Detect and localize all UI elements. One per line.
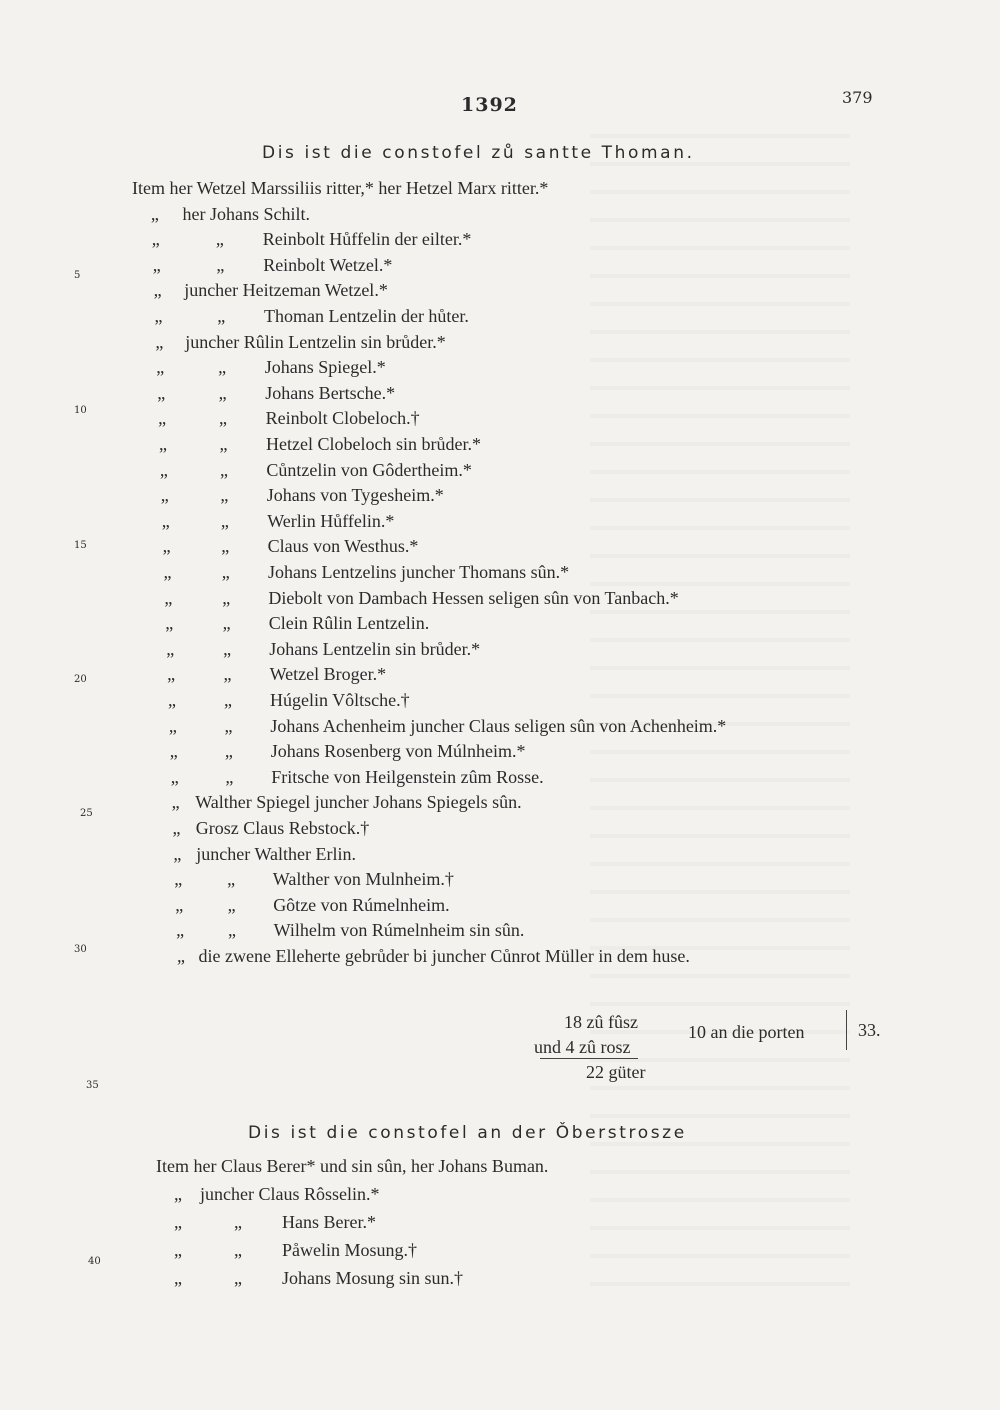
ditto-mark: „ xyxy=(166,638,175,659)
entry-text: her Johans Schilt. xyxy=(182,203,311,224)
sum-horse: und 4 zû rosz xyxy=(534,1037,631,1057)
ditto-mark: „ xyxy=(158,408,167,429)
ditto-mark: „ xyxy=(219,408,228,429)
entry-text: Cůntzelin von Gôdertheim.* xyxy=(266,459,472,480)
entry-text: Hetzel Clobeloch sin brůder.* xyxy=(266,434,481,454)
ditto-mark: „ xyxy=(217,306,226,326)
ditto-mark: „ xyxy=(173,843,182,864)
entry-text: Reinbolt Hůffelin der eilter.* xyxy=(262,229,472,250)
page-year: 1392 xyxy=(461,94,518,116)
ditto-mark: „ xyxy=(150,203,159,224)
ditto-mark: „ xyxy=(218,382,227,403)
sum-total: 22 güter xyxy=(586,1062,646,1082)
ditto-mark: „ xyxy=(154,306,163,326)
entry-text: Wilhelm von Rúmelnheim sin sûn. xyxy=(273,920,525,941)
ditto-mark: „ xyxy=(172,818,181,838)
entry-text: juncher Rûlin Lentzelin sin brůder.* xyxy=(185,331,446,352)
ditto-mark: „ xyxy=(174,1268,182,1288)
ditto-mark: „ xyxy=(169,741,178,762)
ditto-mark: „ xyxy=(170,766,179,787)
ditto-mark: „ xyxy=(221,562,230,582)
ditto-mark: „ xyxy=(220,485,229,506)
sum-brace xyxy=(846,1010,854,1050)
ditto-mark: „ xyxy=(228,920,237,941)
ditto-mark: „ xyxy=(216,254,225,275)
entry-text: Item her Claus Berer* und sin sûn, her Johans Buman. xyxy=(156,1156,549,1176)
ditto-mark: „ xyxy=(160,485,169,506)
ditto-mark: „ xyxy=(152,254,161,275)
entry-text: Húgelin Vôltsche.† xyxy=(270,690,410,710)
entry-text: Wetzel Broger.* xyxy=(269,664,387,685)
entry-text: Item her Wetzel Marssiliis ritter,* her Hetzel Marx ritter.* xyxy=(132,178,549,198)
entry-text: Johans Achenheim juncher Claus seligen sûn von Achenheim.* xyxy=(270,715,727,736)
ditto-mark: „ xyxy=(165,613,174,634)
entry-text: Johans Spiegel.* xyxy=(264,357,386,378)
line-number: 30 xyxy=(74,944,87,955)
ditto-mark: „ xyxy=(167,664,176,685)
ditto-mark: „ xyxy=(168,715,177,736)
section-heading-thoman: Dis ist die constofel zů santte Thoman. xyxy=(262,143,695,163)
ditto-mark: „ xyxy=(174,869,183,890)
ditto-mark: „ xyxy=(155,331,164,352)
ditto-mark: „ xyxy=(219,434,228,454)
ditto-mark: „ xyxy=(174,1212,182,1232)
sum-porten: 10 an die porten xyxy=(688,1022,805,1042)
ditto-mark: „ xyxy=(218,357,227,378)
ditto-mark: „ xyxy=(219,459,228,480)
ditto-mark: „ xyxy=(176,920,185,941)
entry-text: Johans Rosenberg von Múlnheim.* xyxy=(270,741,526,762)
ditto-mark: „ xyxy=(224,741,233,762)
ditto-mark: „ xyxy=(163,562,172,582)
entry-text: juncher Heitzeman Wetzel.* xyxy=(184,280,388,301)
ditto-mark: „ xyxy=(156,357,165,378)
section-heading-oberstrosze: Dis ist die constofel an der Ǒberstrosze xyxy=(248,1123,687,1143)
entry-text: Fritsche von Heilgenstein zûm Rosse. xyxy=(271,766,544,787)
entry-text: Clein Rûlin Lentzelin. xyxy=(268,613,430,634)
entry-text: Claus von Westhus.* xyxy=(267,536,419,557)
ditto-mark: „ xyxy=(171,792,180,813)
sum-grand-total: 33. xyxy=(858,1020,881,1040)
ditto-mark: „ xyxy=(220,510,229,531)
ditto-mark: „ xyxy=(151,229,160,250)
entry-text: Johans Bertsche.* xyxy=(265,382,396,403)
entry-text: Johans Lentzelin sin brůder.* xyxy=(269,638,481,659)
entry-text: Walther Spiegel juncher Johans Spiegels sûn. xyxy=(195,792,522,813)
line-number: 40 xyxy=(88,1256,101,1267)
ditto-mark: „ xyxy=(234,1240,242,1260)
ditto-mark: „ xyxy=(234,1268,242,1288)
ditto-mark: „ xyxy=(222,587,231,608)
ditto-mark: „ xyxy=(225,766,234,787)
ditto-mark: „ xyxy=(227,894,236,915)
ditto-mark: „ xyxy=(224,715,233,736)
line-number: 25 xyxy=(80,808,93,819)
entry-text: Gôtze von Rúmelnheim. xyxy=(273,894,450,915)
line-number: 5 xyxy=(74,270,81,281)
entry-text: Thoman Lentzelin der hůter. xyxy=(264,306,469,326)
entry-text: Reinbolt Wetzel.* xyxy=(263,254,393,275)
entry-text: Diebolt von Dambach Hessen seligen sûn von Tanbach.* xyxy=(268,587,679,608)
ditto-mark: „ xyxy=(222,613,231,634)
entry-text: Werlin Hůffelin.* xyxy=(267,510,395,531)
sum-foot: 18 zû fûsz xyxy=(564,1012,638,1032)
ditto-mark: „ xyxy=(177,946,185,966)
ditto-mark: „ xyxy=(174,1240,182,1260)
ditto-mark: „ xyxy=(153,280,162,301)
entry-text: Grosz Claus Rebstock.† xyxy=(195,818,370,838)
entry-text: Johans von Tygesheim.* xyxy=(266,485,444,506)
entry-text: Johans Mosung sin sun.† xyxy=(282,1268,464,1288)
ditto-mark: „ xyxy=(161,510,170,531)
ditto-mark: „ xyxy=(168,690,176,710)
entry-text: juncher Walther Erlin. xyxy=(196,843,356,864)
ditto-mark: „ xyxy=(157,382,166,403)
entry-text: Johans Lentzelins juncher Thomans sûn.* xyxy=(268,562,570,582)
entry-text: Reinbolt Clobeloch.† xyxy=(265,408,420,429)
line-number: 10 xyxy=(74,405,87,416)
line-number: 35 xyxy=(86,1080,99,1091)
ditto-mark: „ xyxy=(162,536,171,557)
entry-text: Påwelin Mosung.† xyxy=(282,1240,417,1260)
entry-text: Hans Berer.* xyxy=(282,1212,376,1232)
ditto-mark: „ xyxy=(175,894,184,915)
line-number: 20 xyxy=(74,674,87,685)
entry-text: die zwene Elleherte gebrůder bi juncher Cůnrot Müller in dem huse. xyxy=(198,946,690,966)
ditto-mark: „ xyxy=(215,229,224,250)
ditto-mark: „ xyxy=(224,690,232,710)
ditto-mark: „ xyxy=(221,536,230,557)
ditto-mark: „ xyxy=(223,638,232,659)
entry-text: Walther von Mulnheim.† xyxy=(272,869,454,890)
ditto-mark: „ xyxy=(234,1212,242,1232)
ditto-mark: „ xyxy=(164,587,173,608)
ditto-mark: „ xyxy=(227,869,236,890)
ditto-mark: „ xyxy=(159,459,168,480)
sum-rule xyxy=(540,1058,638,1059)
ditto-mark: „ xyxy=(174,1184,182,1204)
ditto-mark: „ xyxy=(159,434,167,454)
entry-text: juncher Claus Rôsselin.* xyxy=(200,1184,380,1204)
ditto-mark: „ xyxy=(223,664,232,685)
line-number: 15 xyxy=(74,540,87,551)
page-number: 379 xyxy=(842,88,873,107)
